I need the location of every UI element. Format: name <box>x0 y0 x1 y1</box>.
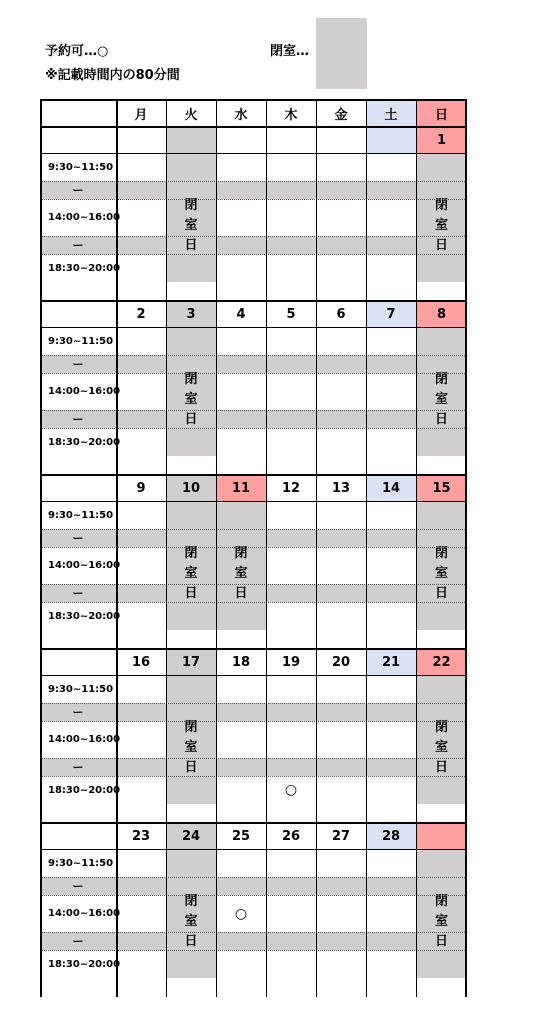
closed-day-label: 閉 室 日 <box>434 372 448 427</box>
weekday-header: 金 <box>334 107 348 123</box>
closed-day-label: 閉 室 日 <box>184 372 198 427</box>
date-cell: 11 <box>216 475 266 501</box>
legend-note: ※記載時間内の80分間 <box>45 68 180 83</box>
slot-separator: ー <box>72 761 84 774</box>
date-cell: 27 <box>331 828 351 844</box>
slot-separator: ー <box>72 532 84 545</box>
date-cell: 2 <box>136 306 146 322</box>
weekday-header: 水 <box>234 107 248 123</box>
date-cell: 25 <box>231 828 251 844</box>
slot-separator: ー <box>72 184 84 197</box>
closed-day-label: 閉 室 日 <box>184 198 198 253</box>
slot-separator: ー <box>72 880 84 893</box>
date-cell: 12 <box>281 480 301 496</box>
slot-separator: ー <box>72 587 84 600</box>
date-cell: 7 <box>366 301 416 327</box>
date-cell: 13 <box>331 480 351 496</box>
date-cell: 10 <box>166 475 216 501</box>
slot-separator: ー <box>72 239 84 252</box>
date-cell: 14 <box>366 475 416 501</box>
date-cell: 3 <box>166 301 216 327</box>
date-cell: 19 <box>281 654 301 670</box>
date-cell: 22 <box>416 649 467 675</box>
closed-day-label: 閉 室 日 <box>234 546 248 601</box>
time-slot-label: 9:30~11:50 <box>48 857 114 869</box>
time-slot-label: 9:30~11:50 <box>48 683 114 695</box>
date-cell: 21 <box>366 649 416 675</box>
date-cell: 1 <box>416 127 467 153</box>
date-cell: 16 <box>131 654 151 670</box>
weekday-header: 土 <box>366 99 416 127</box>
date-cell: 24 <box>166 823 216 849</box>
closed-day-label: 閉 室 日 <box>184 546 198 601</box>
weekday-header: 日 <box>416 99 467 127</box>
closed-day-label: 閉 室 日 <box>434 720 448 775</box>
time-slot-label: 9:30~11:50 <box>48 509 114 521</box>
time-slot-label: 14:00~16:00 <box>48 908 121 919</box>
closed-day-label: 閉 室 日 <box>184 720 198 775</box>
date-cell: 4 <box>236 306 246 322</box>
date-cell: 28 <box>366 823 416 849</box>
slot-separator: ー <box>72 706 84 719</box>
legend-closed: 閉室… <box>270 44 310 59</box>
time-slot-label: 14:00~16:00 <box>48 734 121 745</box>
time-slot-label: 18:30~20:00 <box>48 784 121 796</box>
weekday-header: 月 <box>134 107 148 123</box>
date-cell: 18 <box>231 654 251 670</box>
time-slot-label: 9:30~11:50 <box>48 161 114 173</box>
time-slot-label: 14:00~16:00 <box>48 386 121 397</box>
legend-closed-swatch <box>316 18 367 89</box>
closed-day-label: 閉 室 日 <box>434 546 448 601</box>
slot-separator: ー <box>72 358 84 371</box>
time-slot-label: 18:30~20:00 <box>48 436 121 448</box>
time-slot-label: 9:30~11:50 <box>48 335 114 347</box>
date-cell: 26 <box>281 828 301 844</box>
date-cell: 15 <box>416 475 467 501</box>
date-cell: 17 <box>166 649 216 675</box>
available-mark[interactable]: ○ <box>234 905 248 922</box>
weekday-header: 火 <box>184 107 198 123</box>
weekday-header: 木 <box>284 107 298 123</box>
legend-available: 予約可…○ <box>45 44 109 59</box>
date-cell: 9 <box>136 480 146 496</box>
reservation-calendar <box>40 99 467 997</box>
time-slot-label: 18:30~20:00 <box>48 958 121 970</box>
date-cell: 6 <box>336 306 346 322</box>
time-slot-label: 18:30~20:00 <box>48 610 121 622</box>
slot-separator: ー <box>72 413 84 426</box>
slot-separator: ー <box>72 935 84 948</box>
time-slot-label: 14:00~16:00 <box>48 212 121 223</box>
available-mark[interactable]: ○ <box>284 782 298 798</box>
date-cell: 20 <box>331 654 351 670</box>
date-cell: 5 <box>286 306 296 322</box>
date-cell: 8 <box>416 301 467 327</box>
closed-day-label: 閉 室 日 <box>434 198 448 253</box>
time-slot-label: 18:30~20:00 <box>48 262 121 274</box>
time-slot-label: 14:00~16:00 <box>48 560 121 571</box>
closed-day-label: 閉 室 日 <box>434 894 448 949</box>
closed-day-label: 閉 室 日 <box>184 894 198 949</box>
calendar-border <box>40 99 467 997</box>
date-cell: 23 <box>131 828 151 844</box>
